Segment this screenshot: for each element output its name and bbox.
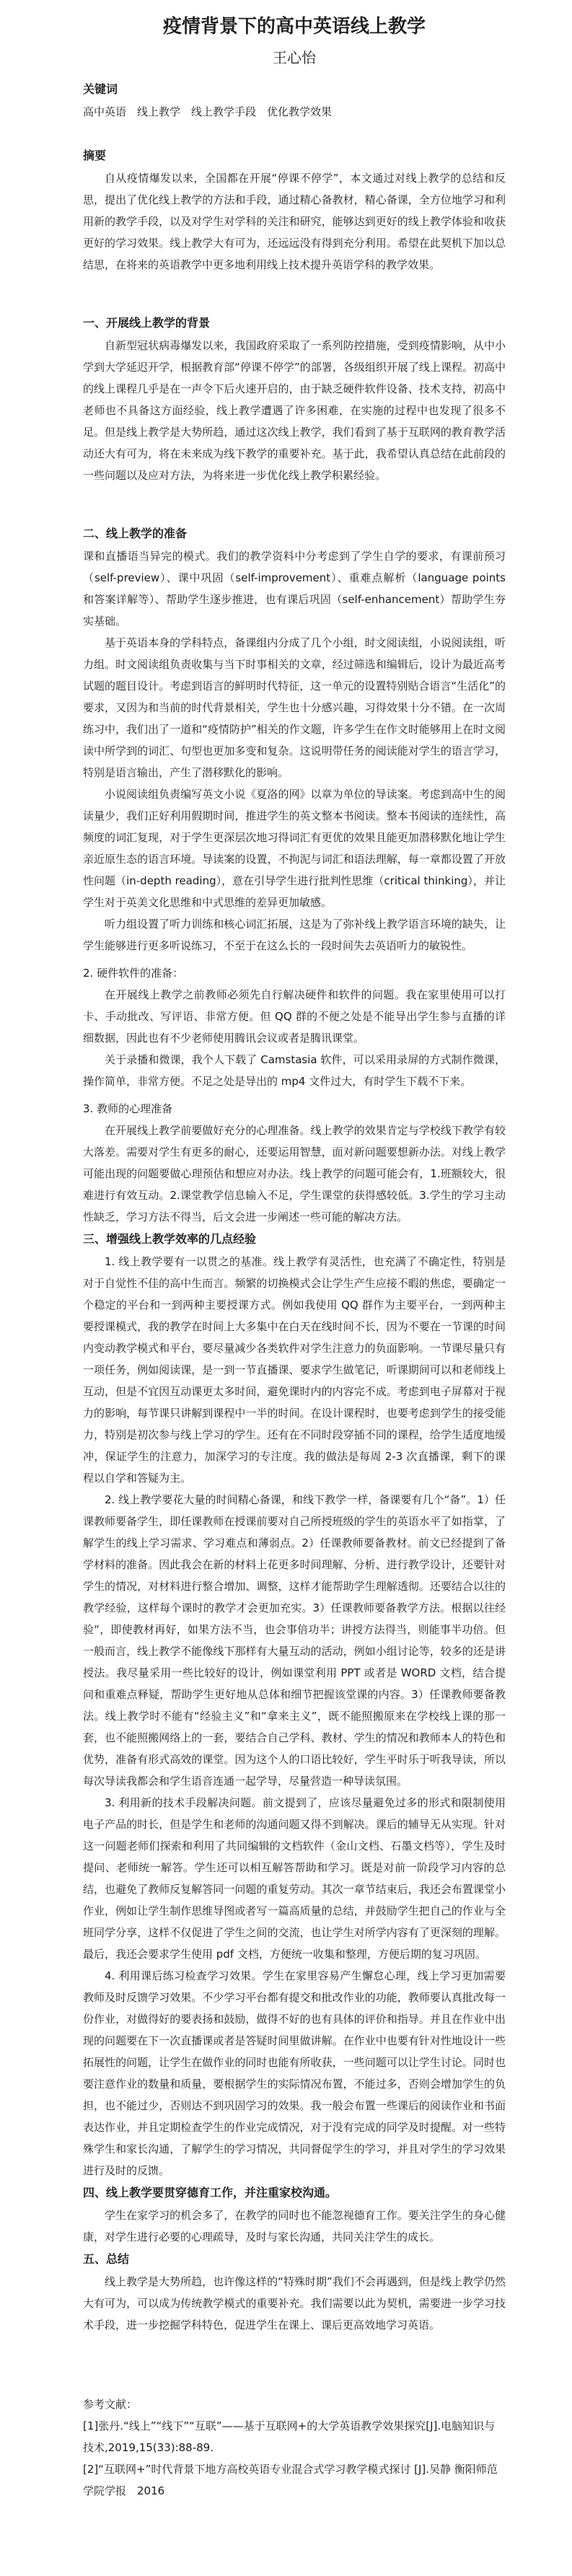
section-3-paragraph: 3. 利用新的技术手段解决问题。前文提到了，应该尽量避免过多的形式和限制使用电子产品的时长，但是学生和老师的沟通问题又得不到解决。课后的辅导无从实现。针对这一问题老师们探索和利用了共同编辑的文档软件（金山文档、石墨文档等），学生及时提问、老师统一解答。学生还可以相互解答帮助和学习。既是对前一阶段学习内容的总结，也避免了教师反复解答同一问题的重复劳动。其次一章节结束后，我还会布置课堂小作业，例如让学生制作思维导图或者写一篇高质量的总结，并鼓励学生把自己的作业与全班同学分享，这样不仅促进了学生之间的交流，也让学生对所学内容有了更深刻的理解。最后，我还会要求学生使用 pdf 文档，方便统一收集和整理，方便后期的复习巩固。	[83, 1796, 506, 1961]
section-3-paragraph: 4. 利用课后练习检查学习效果。学生在家里容易产生懈怠心理，线上学习更加需要教师及时反馈学习效果。不少学习平台都有提交和批改作业的功能，教师要认真批改每一份作业，对做得好的要表扬和鼓励，做得不好的也有具体的评价和指导。并且在作业中出现的问题要在下一次直播课或者是答疑时间里做讲解。在作业中也要有针对性地设计一些拓展性的问题，让学生在做作业的同时也能有所收获，一些问题可以让学生讨论。同时也要注意作业的数量和质量，要根据学生的实际情况布置，不能过多，否则会增加学生的负担，也不能过少，否则达不到巩固学习的效果。我一般会布置一些课后的阅读作业和书面表达作业，并且定期检查学生的作业完成情况，对于没有完成的同学及时提醒。对一些特殊学生和家长沟通，了解学生的学习情况，共同督促学生的学习，并且对学生的学习效果进行及时的反馈。	[83, 1969, 506, 2177]
section-5-paragraph: 线上教学是大势所趋，也许像这样的“特殊时期”我们不会再遇到，但是线上教学仍然大有可为，可以成为传统教学模式的重要补充。我们需要以此为契机，需要进一步学习技术手段，进一步挖掘学科特色，促进学生在课上、课后更高效地学习英语。	[83, 2275, 506, 2331]
section-3-paragraph: 2. 线上教学要花大量的时间精心备课，和线下教学一样，备课要有几个“备”。1）任课教师要备学生，即任课教师在授课前要对自己所授班级的学生的英语水平了如指掌，了解学生的线上学习需求、学习难点和薄弱点。2）任课教师要备教材。前文已经提到了备学材料的准备。因此我会在新的材料上花更多时间理解、分析、进行教学设计，还要针对学生的情况，对材料进行整合增加、调整，这样才能帮助学生理解透彻。还要结合以往的教学经验，这样每个课时的教学才会更加充实。3）任课教师要备教学方法。根据以往经验“，即使教材再好，如果方法不当，也会事倍功半；讲授方法得当，则能事半功倍。但一般而言，线上教学不能像线下那样有大量互动的活动，例如小组讨论等，较多的还是讲授法。我尽量采用一些比较好的设计，例如课堂利用 PPT 或者是 WORD 文档，结合提问和重难点释疑，帮助学生更好地从总体和细节把握该堂课的内容。3）任课教师要备教法。线上教学时不能有“经验主义”和“拿来主义”，既不能照搬原来在学校线上课的那一套，也不能照搬网络上的一套，要结合自己学科、教材、学生的情况和教师本人的特色和优势，准备有形式高效的课堂。因为这个人的口语比较好，学生平时乐于听我导读，所以每次导读我都会和学生语音连通一起学导，尽量营造一种导读氛围。	[83, 1493, 506, 1788]
abstract-text: 自从疫情爆发以来，全国都在开展“停课不停学”，本文通过对线上教学的总结和反思，提出了优化线上教学的方法和手段，通过精心备教材，精心备课，全方位地学习和利用新的教学手段，以及对学生对学科的关注和研究，能够达到更好的线上教学体验和收获更好的学习效果。线上教学大有可为，还远远没有得到充分利用。希望在此契机下加以总结思，在将来的英语教学中更多地利用线上技术提升英语学科的教学效果。	[83, 172, 506, 271]
section-2-paragraph: 听力组设置了听力训练和核心词汇拓展，这是为了弥补线上教学语言环境的缺失，让学生能够进行更多听说练习，不至于在这么长的一段时间失去英语听力的敏锐性。	[83, 918, 506, 952]
reference-item: [1]张丹.“线上”“线下”“互联”——基于互联网+的大学英语教学效果探究[J].电脑知识与技术,2019,15(33):88-89.	[83, 2419, 496, 2454]
section-3-heading: 三、增强线上教学效率的几点经验	[83, 1232, 257, 1246]
subsection-2-3-paragraph: 在开展线上教学前要做好充分的心理准备。线上教学的效果肯定与学校线下教学有较大落差。需要对学生有更多的耐心，还要运用智慧，面对新问题要想新办法。对线上教学可能出现的问题要做心理预估和想应对办法。线上教学的问题可能会有，1.班额较大，很难进行有效互动。2.课堂教学信息输入不足，学生课堂的获得感较低。3.学生的学习主动性缺乏，学习方法不得当，后文会进一步阐述一些可能的解决方法。	[83, 1124, 506, 1223]
section-2-heading: 二、线上教学的准备	[83, 527, 188, 540]
section-3-paragraph: 1. 线上教学要有一以贯之的基准。线上教学有灵活性，也充满了不确定性，特别是对于自觉性不佳的高中生而言。频繁的切换模式会让学生产生应接不暇的焦虑，要确定一个稳定的平台和一到两种主要授课方式。例如我使用 QQ 群作为主要平台，一到两种主要授课模式，我的教学在时间上大多集中在白天在线时间不长，因为不要在一节课的时间内变动教学模式和平台，要尽量减少各类软件对学生注意力的负面影响。一节课尽量只有一项任务，例如阅读课，是一到一节直播课、要求学生做笔记，听课期间可以和老师线上互动，但是不宜因互动课更太多时间，避免课时内的内容完不成。考虑到电子屏幕对于视力的影响，每节课只讲解到课程中一半的时间。在设计课程时，也要考虑到学生的接受能力，特别是初次参与线上学习的学生。还有在不同时段穿插不同的课程，给学生适度地缓冲，保证学生的注意力，加深学习的专注度。我的做法是每周 2-3 次直播课，剩下的课程以自学和答疑为主。	[83, 1255, 506, 1485]
section-2-paragraph: 小说阅读组负责编写英文小说《夏洛的网》以章为单位的导读案。考虑到高中生的阅读量少，我们正好利用假期时间，推进学生的英文整本书阅读。整本书阅读的连续性，高频度的词汇复现，对于学生更深层次地习得词汇有更优的效果且能更加潜移默化地让学生亲近原生态的语言环境。导读案的设置，不拘泥与词汇和语法理解，每一章都设置了开放性问题（in-depth reading），意在引导学生进行批判性思维（critical thinking），并让学生对于英美文化思维和中式思维的差异更加敏感。	[83, 788, 506, 909]
section-2-intro: 课和直播语当异完的模式。我们的教学资料中分考虑到了学生自学的要求，有课前预习（self-preview）、课中巩固（self-improvement）、重难点解析（language points 和答案详解等）、帮助学生逐步推进，也有课后巩固（self-enhancement）帮助学生夯实基础。	[83, 550, 506, 628]
section-5-heading: 五、总结	[83, 2252, 130, 2266]
section-4-paragraph: 学生在家学习的机会多了，在教学的同时也不能忽视德育工作。要关注学生的身心健康，对学生进行必要的心理疏导，及时与家长沟通，共同关注学生的成长。	[83, 2209, 506, 2243]
keywords-text: 高中英语 线上教学 线上教学手段 优化教学效果	[83, 105, 333, 118]
section-1-heading: 一、开展线上教学的背景	[83, 316, 211, 330]
section-2-paragraph: 基于英语本身的学科特点，备课组内分成了几个小组，时文阅读组，小说阅读组，听力组。时文阅读组负责收集与当下时事相关的文章，经过筛选和编辑后，设计为最近高考试题的题目设计。考虑到语言的鲜明时代特征，这一单元的设置特别贴合语言“生活化”的要求，又因为和当前的时代背景相关，学生也十分感兴趣，习得效果十分不错。在一次周练习中，我们出了一道和“疫情防护”相关的作文题，许多学生在作文时能够用上在时文阅读中所学到的词汇、句型也更加多变和复杂。这说明带任务的阅读能对学生的语言学习，特别是语言输出，产生了潜移默化的影响。	[83, 636, 506, 779]
section-1-paragraph: 自新型冠状病毒爆发以来，我国政府采取了一系列防控措施，受到疫情影响，从中小学到大学延迟开学，根据教育部“停课不停学”的部署，各级组织开展了线上课程。初高中的线上课程几乎是在一声令下后火速开启的，由于缺乏硬件软件设备、技术支持，初高中老师也不具备这方面经验，线上教学遭遇了许多困难，在实施的过程中也发现了很多不足。但是线上教学是大势所趋，通过这次线上教学，我们看到了基于互联网的教育教学活动还大有可为，将在未来成为线下教学的重要补充。基于此，我希望认真总结在此前段的一些问题以及应对方法，为将来进一步优化线上教学积累经验。	[83, 339, 506, 482]
author-name: 王心怡	[273, 49, 316, 66]
subsection-2-3-heading: 3. 教师的心理准备	[83, 1102, 173, 1115]
paper-title: 疫情背景下的高中英语线上教学	[162, 16, 426, 38]
subsection-2-2-paragraph: 在开展线上教学之前教师必须先自行解决硬件和软件的问题。我在家里使用可以打卡、手动批改、写评语、非常方便。但 QQ 群的不便之处是不能导出学生参与直播的详细数据，因此也有不少老师使用腾讯会议或者是腾讯课堂。	[83, 988, 506, 1045]
references-label: 参考文献：	[83, 2398, 138, 2411]
abstract-label: 摘要	[83, 149, 107, 162]
subsection-2-2-heading: 2. 硬件软件的准备：	[83, 967, 184, 980]
reference-item: [2]“互联网+”时代背景下地方高校英语专业混合式学习教学模式探讨 [J].吴静 衡阳师范学院学报 2016	[83, 2463, 498, 2497]
keywords-label: 关键词	[83, 82, 118, 96]
subsection-2-2-paragraph: 关于录播和微课，我个人下载了 Camstasia 软件，可以采用录屏的方式制作微课，操作简单，非常方便。不足之处是导出的 mp4 文件过大，有时学生下载不下来。	[83, 1053, 506, 1088]
section-4-heading: 四、线上教学要贯穿德育工作，并注重家校沟通。	[83, 2186, 338, 2199]
